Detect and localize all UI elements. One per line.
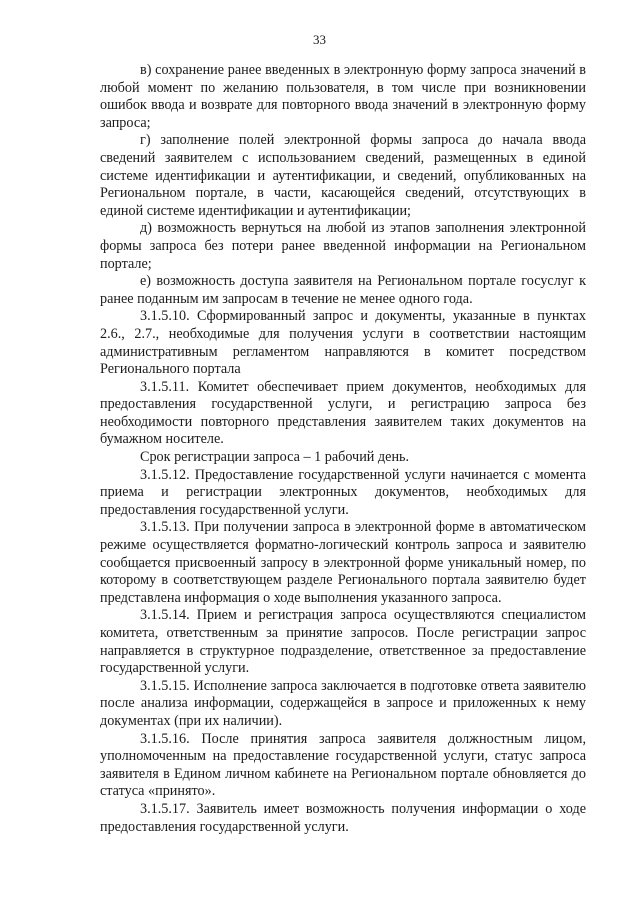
paragraph-3-1-5-14: 3.1.5.14. Прием и регистрация запроса осуществляются специалистом комитета, ответственным за принятие запросов. После регистрации запрос направляется в структурное подразделение, ответственное за предоставление государственной услуги.: [100, 607, 586, 677]
paragraph-item-g: г) заполнение полей электронной формы запроса до начала ввода сведений заявителем с использованием сведений, размещенных в единой системе идентификации и аутентификации, и сведений, опубликованных на Региональном портале, в части, касающейся сведений, отсутствующих в единой системе идентификации и аутентификации;: [100, 132, 586, 219]
document-body: [100, 62, 586, 836]
paragraph-3-1-5-15: 3.1.5.15. Исполнение запроса заключается в подготовке ответа заявителю после анализа информации, содержащейся в запросе и приложенных к нему документах (при их наличии).: [100, 677, 586, 729]
paragraph-3-1-5-13: 3.1.5.13. При получении запроса в электронной форме в автоматическом режиме осуществляется форматно-логический контроль запроса и заявителю сообщается присвоенный запросу в электронной форме уникальный номер, по которому в соответствующем разделе Регионального портала заявителю будет представлена информация о ходе выполнения указанного запроса.: [100, 519, 586, 606]
paragraph-registration-term: Срок регистрации запроса – 1 рабочий день.: [140, 449, 410, 466]
paragraph-item-e: е) возможность доступа заявителя на Региональном портале госуслуг к ранее поданным им запросам в течение не менее одного года.: [100, 273, 586, 307]
paragraph-3-1-5-17: 3.1.5.17. Заявитель имеет возможность получения информации о ходе предоставления государственной услуги.: [100, 800, 586, 835]
paragraph-3-1-5-12: 3.1.5.12. Предоставление государственной услуги начинается с момента приема и регистрации электронных документов, необходимых для предоставления государственной услуги.: [100, 466, 586, 518]
paragraph-3-1-5-10: 3.1.5.10. Сформированный запрос и документы, указанные в пунктах 2.6., 2.7., необходимые для получения услуги в соответствии настоящим административным регламентом направляются в комитет посредством Регионального портала: [100, 308, 586, 378]
paragraph-item-v: в) сохранение ранее введенных в электронную форму запроса значений в любой момент по желанию пользователя, в том числе при возникновении ошибок ввода и возврате для повторного ввода значений в электронную форму запроса;: [100, 62, 586, 131]
paragraph-3-1-5-16: 3.1.5.16. После принятия запроса заявителя должностным лицом, уполномоченным на предоставление государственной услуги, статус запроса заявителя в Едином личном кабинете на Региональном портале обновляется до статуса «принято».: [100, 730, 586, 800]
paragraph-item-d: д) возможность вернуться на любой из этапов заполнения электронной формы запроса без потери ранее введенной информации на Региональном портале;: [100, 220, 586, 272]
paragraph-3-1-5-11: 3.1.5.11. Комитет обеспечивает прием документов, необходимых для предоставления государственной услуги, и регистрацию запроса без необходимости повторного представления заявителем таких документов на бумажном носителе.: [100, 378, 586, 448]
page-number: 33: [313, 32, 326, 47]
